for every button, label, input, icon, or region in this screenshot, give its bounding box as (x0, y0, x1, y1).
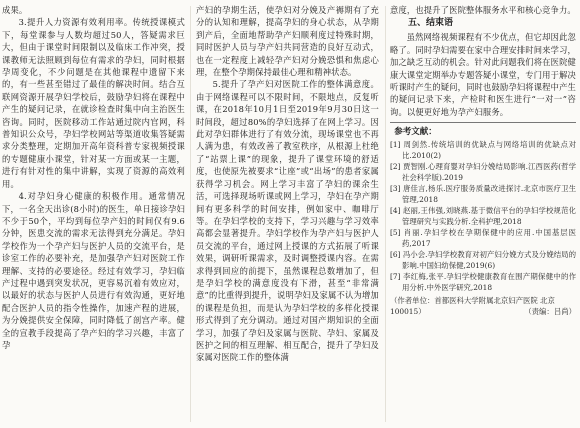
text-column-middle (196, 4, 379, 424)
section-heading: 五、结束语 (408, 18, 454, 29)
text-column-left (2, 4, 185, 424)
reference-item: [4] 赵丽,王伟强,刘晓燕.基于微信平台的孕妇学校规范化管理研究与实践分析.全科护理,2018 (390, 206, 576, 227)
paragraph: 虽然网络视频课程有不少优点，但它却因此忽略了。同时孕妇需要在家中合理安排时间来学习，加之缺乏互动的机会。针对此问题我们将在医院健康大课堂定期举办专题答疑小课堂，专门用于解决听课时产生的疑问，同时也鼓励孕妇将课程中产生的疑问记录下来，产检时和医生进行“一对一”咨询。以便更好地为孕产妇服务。 (390, 32, 576, 117)
paragraph: 4.对孕妇身心健康的积极作用。通常情况下，一名全天出诊(8小时)的医生，单日接诊孕妇不少于50个，平均到每位孕产妇的时间仅有9.6分钟，医患交流的需求无法得到充分满足。孕妇学校作为一个孕产妇与医护人员的交流平台，是诊室工作的必要补充，是加强孕产妇对医院工作理解、支持的必要途径。经过有效学习，孕妇临产过程中遇到突发状况，更容易沉着有效应对，以最好的状态与医护人员进行有效沟通，更好地配合医护人员的指令性操作，加速产程的进展，为分娩提供安全保障，同时降低了剖宫产率。健全的宣教手段提高了孕产妇的学习兴趣，丰富了孕 (2, 191, 185, 350)
reference-item: [1] 周剑然.传统培训的优缺点与网络培训的优缺点对比.2010(2) (390, 140, 576, 161)
reference-item: [3] 唐佳言,杨乐.医疗服务质量改进探讨.北京市医疗卫生管理,2018 (390, 184, 576, 205)
column-divider (385, 6, 386, 422)
references-title: 参考文献： (394, 127, 437, 138)
paragraph: 意度，也提升了医院整体服务水平和核心竞争力。 (390, 5, 576, 15)
paragraph: 成果。 (2, 5, 28, 15)
paragraph: 产妇的孕期生活，使孕妇对分娩及产褥期有了充分的认知和理解，提高孕妇的身心状态，从孕期到产后，全面地帮助孕产妇顺利度过特殊时期，同时医护人员与孕产妇共同营造的良好互动式，也在一定程度上减轻孕产妇对分娩恐惧和焦虑心理，在整个孕期保持最佳心理和精神状态。 (196, 5, 379, 78)
paragraph: 3.提升人力资源有效利用率。传统授课模式下，每堂课参与人数均超过50人，答疑需求巨大，但由于课堂时间限制以及临床工作冲突，授课教师无法照顾到每位有需求的孕妇，同时根据孕周变化，不少问题是在其他课程中遗留下来的，有一些甚至错过了最佳的解决时间。结合互联网资源开展孕妇学校后，鼓励孕妇将在课程中产生的疑问记录，在就诊检查时集中向主治医生咨询。同时，医院移动工作站通过院内官网，科普知识公众号，孕妇学校网站等渠道收集答疑需求分类整理，定期加开高年资科普专家视频授课的专题健康小课堂，针对某一方面或某一主题，进行有针对性的集中讲解，实现了资源的高效利用。 (2, 17, 185, 189)
author-affiliation (390, 295, 576, 317)
column-divider (190, 6, 191, 422)
reference-item: [6] 冯小会.孕妇学校教育对初产妇分娩方式及分娩结局的影响.中国妇幼保健,2019(6) (390, 250, 576, 271)
text-column-right (390, 4, 576, 424)
reference-item: [5] 肖丽.孕妇学校在孕期保健中的应用.中国基层医药,2017 (390, 228, 576, 249)
paragraph: 5.提升了孕产妇对医院工作的整体满意度。由于网络课程可以不限时间，不限地点，反复听课，在2018年10月1日至2019年9月30日这一时间段，超过80%的孕妇选择了在网上学习。因此对孕妇群体进行了有效分流，现场课堂也不再人满为患，有效改善了教室秩序，从根源上杜绝了“站票上课”的现象，提升了课堂环境的舒适度，也使原先被要求“让座”或“出场”的患者家属获得学习机会。网上学习丰富了孕妇的课余生活，可选择现场听课或网上学习，孕妇在孕产期间有更多科学的时间安排，例如家中、咖啡厅等。在孕妇学校的支持下，学习兴趣与学习效率高都会显著提升。孕妇学校作为孕产妇与医护人员交流的平台，通过网上授课的方式拓展了听课效果，调研听课需求，及时调整授课内容。在需求得到回应的前提下，虽然课程总数增加了，但是孕妇学校的满意度没有下滑，甚至“非常满意”的比重得到提升，说明孕妇及家属不认为增加的课程是负担，而是认为孕妇学校的多样化授课形式得到了充分调动。通过对国产期知识的全面学习，加强了孕妇及家属与医院、孕妇、家属及医护之间的相互理解、相互配合，提升了孕妇及家属对医院工作的整体满 (196, 79, 379, 363)
reference-item: [2] 贾智刚.心理育婴对孕妇分娩结局影响.江西医药(哲学社会科学版).2019 (390, 162, 576, 183)
author-info-text: （作者单位：首都医科大学附属北京妇产医院 北京 100015） (390, 296, 555, 317)
editor-credit: （责编：吕尚） (524, 307, 576, 317)
references-section (390, 122, 576, 317)
reference-item: [7] 李红梅,张平.孕妇学校健康教育在围产期保健中的作用分析.中外医学研究,2018 (390, 272, 576, 293)
